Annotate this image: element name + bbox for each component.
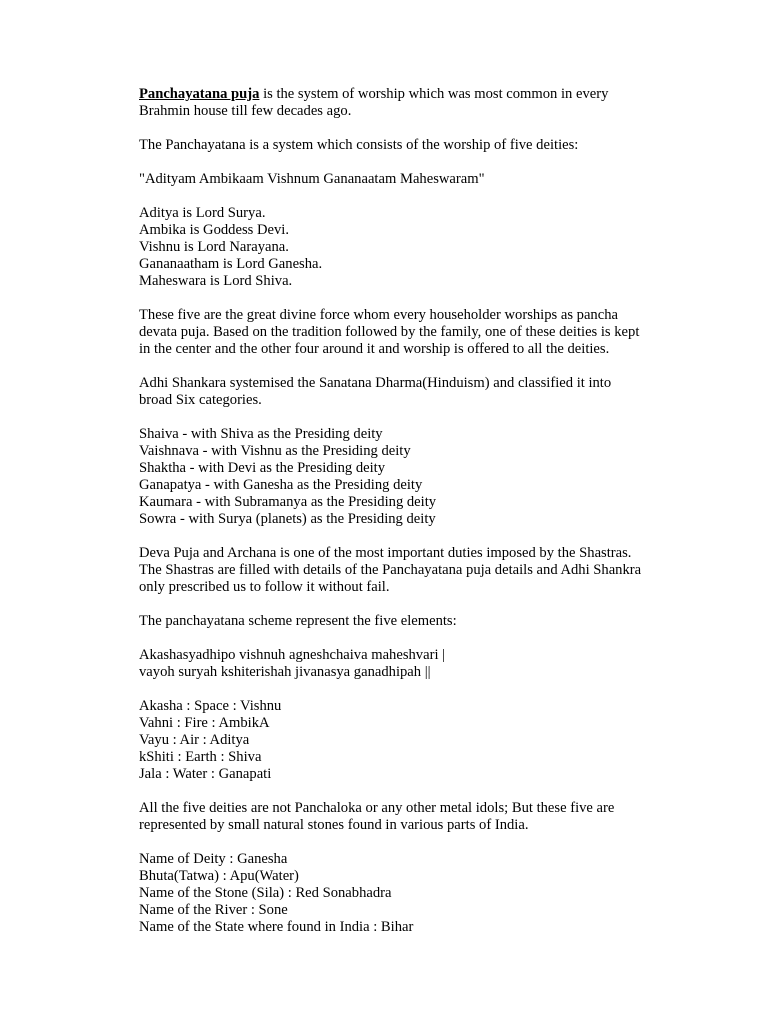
- ganesha-detail-line: Bhuta(Tatwa) : Apu(Water): [139, 868, 299, 884]
- element-map-line: Vayu : Air : Aditya: [139, 732, 250, 748]
- quote-line: "Adityam Ambikaam Vishnum Gananaatam Maheswaram": [139, 171, 485, 187]
- ganesha-detail-line: Name of the River : Sone: [139, 902, 288, 918]
- element-map-line: Jala : Water : Ganapati: [139, 766, 272, 782]
- ganesha-detail-line: Name of Deity : Ganesha: [139, 851, 288, 867]
- deity-line: Vishnu is Lord Narayana.: [139, 239, 289, 255]
- stones-paragraph-line: All the five deities are not Panchaloka or any other metal idols; But these five are: [139, 800, 615, 816]
- deva-puja-paragraph-line: Deva Puja and Archana is one of the most important duties imposed by the Shastras.: [139, 545, 632, 561]
- force-paragraph-line: devata puja. Based on the tradition followed by the family, one of these deities is kept: [139, 324, 640, 340]
- deity-line: Aditya is Lord Surya.: [139, 205, 266, 221]
- shankara-paragraph-line: broad Six categories.: [139, 392, 262, 408]
- category-line: Kaumara - with Subramanya as the Presiding deity: [139, 494, 437, 510]
- force-paragraph-line: These five are the great divine force whom every householder worships as pancha: [139, 307, 618, 323]
- category-line: Shaiva - with Shiva as the Presiding deity: [139, 426, 383, 442]
- shloka-line: vayoh suryah kshiterishah jivanasya ganadhipah ||: [139, 664, 431, 680]
- ganesha-detail-line: Name of the State where found in India : Bihar: [139, 919, 414, 935]
- element-map-line: kShiti : Earth : Shiva: [139, 749, 262, 765]
- category-line: Sowra - with Surya (planets) as the Presiding deity: [139, 511, 436, 527]
- shankara-paragraph-line: Adhi Shankara systemised the Sanatana Dharma(Hinduism) and classified it into: [139, 375, 612, 391]
- intro-line-2: Brahmin house till few decades ago.: [139, 103, 352, 119]
- deity-line: Maheswara is Lord Shiva.: [139, 273, 293, 289]
- deity-line: Gananaatham is Lord Ganesha.: [139, 256, 323, 272]
- ganesha-detail-line: Name of the Stone (Sila) : Red Sonabhadra: [139, 885, 392, 901]
- deity-line: Ambika is Goddess Devi.: [139, 222, 289, 238]
- category-line: Ganapatya - with Ganesha as the Presiding deity: [139, 477, 423, 493]
- deva-puja-paragraph-line: The Shastras are filled with details of the Panchayatana puja details and Adhi Shankra: [139, 562, 642, 578]
- category-line: Vaishnava - with Vishnu as the Presiding deity: [139, 443, 411, 459]
- element-map-line: Vahni : Fire : AmbikA: [139, 715, 270, 731]
- term-panchayatana-puja: Panchayatana puja: [139, 86, 260, 102]
- force-paragraph-line: in the center and the other four around it and worship is offered to all the deities.: [139, 341, 610, 357]
- category-line: Shaktha - with Devi as the Presiding deity: [139, 460, 386, 476]
- deva-puja-paragraph-line: only prescribed us to follow it without fail.: [139, 579, 390, 595]
- shloka-line: Akashasyadhipo vishnuh agneshchaiva maheshvari |: [139, 647, 446, 663]
- elements-paragraph: The panchayatana scheme represent the five elements:: [139, 613, 457, 629]
- intro-line-1: Panchayatana puja is the system of worship which was most common in every: [139, 86, 609, 102]
- system-paragraph: The Panchayatana is a system which consists of the worship of five deities:: [139, 137, 579, 153]
- document-page: [139, 86, 699, 936]
- element-map-line: Akasha : Space : Vishnu: [139, 698, 282, 714]
- stones-paragraph-line: represented by small natural stones found in various parts of India.: [139, 817, 529, 833]
